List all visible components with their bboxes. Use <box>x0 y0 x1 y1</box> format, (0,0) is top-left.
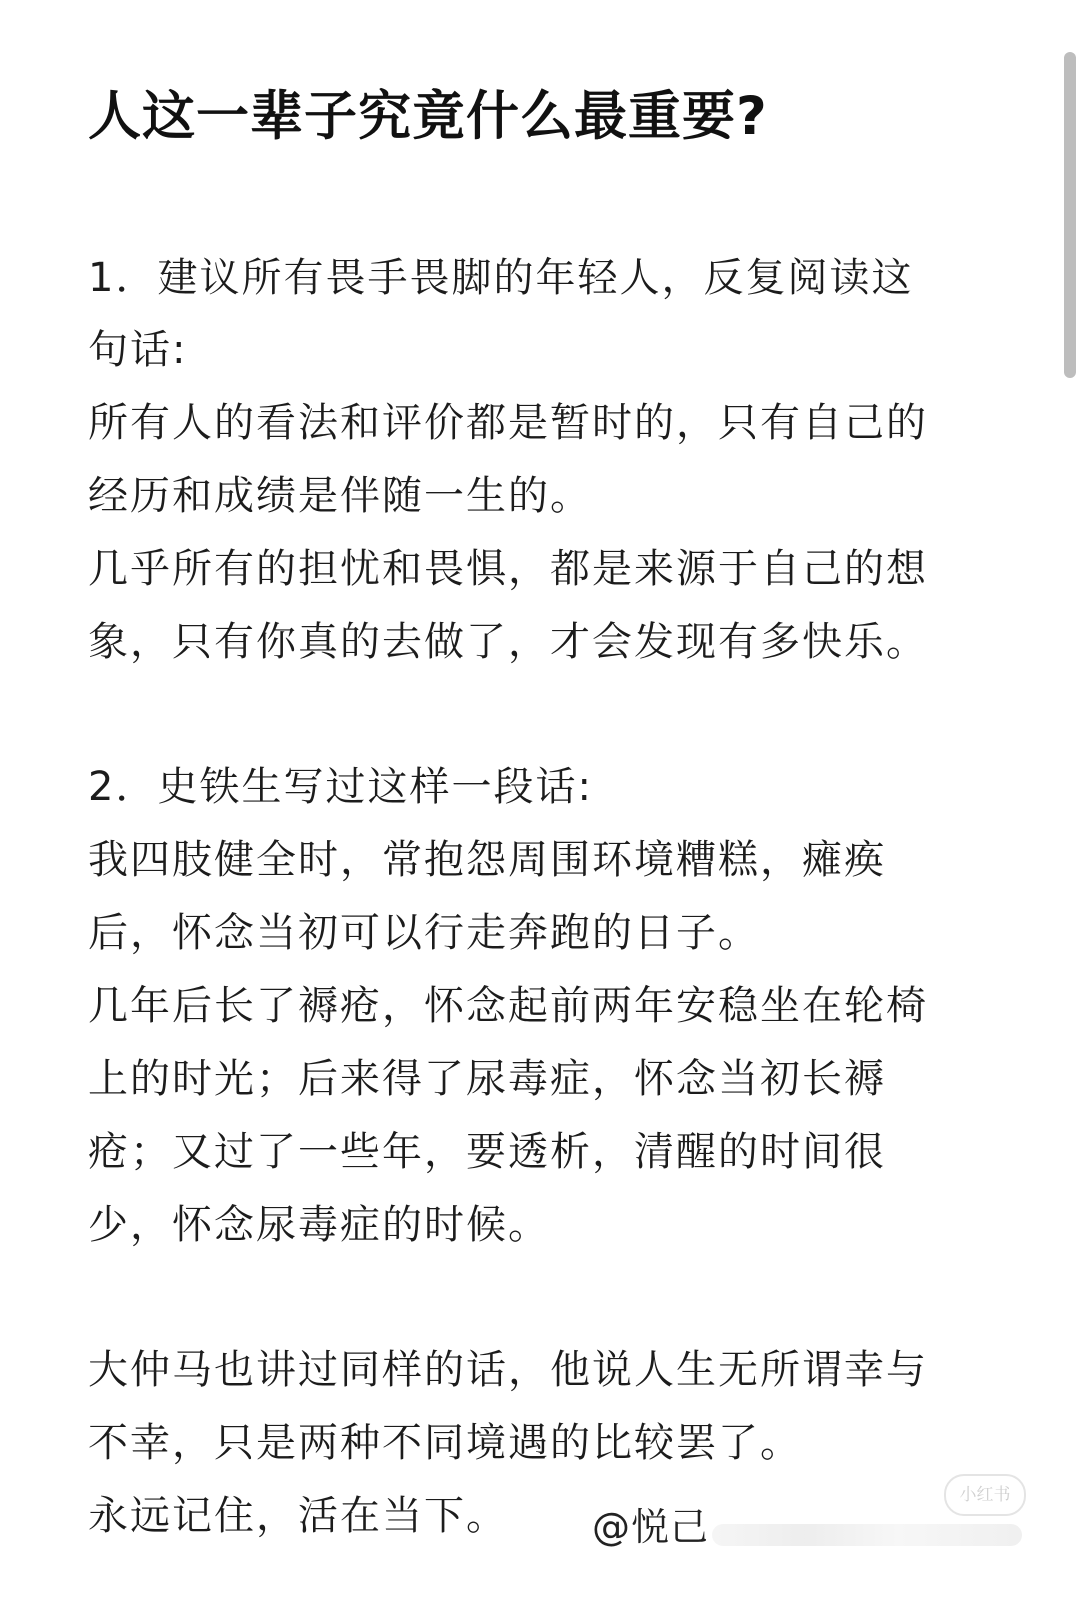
paragraph-line: 2．史铁生写过这样一段话: <box>88 764 593 810</box>
article-title: 人这一辈子究竟什么最重要? <box>88 86 768 147</box>
scrollbar-thumb[interactable] <box>1064 52 1076 378</box>
paragraph-line: 不幸，只是两种不同境遇的比较罢了。 <box>88 1420 802 1466</box>
paragraph-line: 几乎所有的担忧和畏惧，都是来源于自己的想 <box>88 546 928 592</box>
paragraph-line: 少，怀念尿毒症的时候。 <box>88 1202 550 1248</box>
scrollbar[interactable] <box>1050 0 1080 1599</box>
paragraph-line: 经历和成绩是伴随一生的。 <box>88 473 592 519</box>
watermark-blur <box>712 1524 1022 1546</box>
paragraph-line: 疮；又过了一些年，要透析，清醒的时间很 <box>88 1129 886 1175</box>
paragraph-line: 上的时光；后来得了尿毒症，怀念当初长褥 <box>88 1056 886 1102</box>
paragraph-line: 几年后长了褥疮，怀念起前两年安稳坐在轮椅 <box>88 983 928 1029</box>
watermark-logo: 小红书 <box>944 1474 1026 1516</box>
paragraph-line: 所有人的看法和评价都是暂时的，只有自己的 <box>88 400 928 446</box>
paragraph-line: 后，怀念当初可以行走奔跑的日子。 <box>88 910 760 956</box>
paragraph-line: 句话: <box>88 327 188 373</box>
paragraph-line: 我四肢健全时，常抱怨周围环境糟糕，瘫痪 <box>88 837 886 883</box>
paragraph-line: 1．建议所有畏手畏脚的年轻人，反复阅读这 <box>88 255 914 301</box>
paragraph-line: 永远记住，活在当下。 <box>88 1493 508 1539</box>
paragraph-line: 象，只有你真的去做了，才会发现有多快乐。 <box>88 619 928 665</box>
author-signature: @悦己 <box>592 1505 710 1549</box>
paragraph-line: 大仲马也讲过同样的话，他说人生无所谓幸与 <box>88 1347 928 1393</box>
